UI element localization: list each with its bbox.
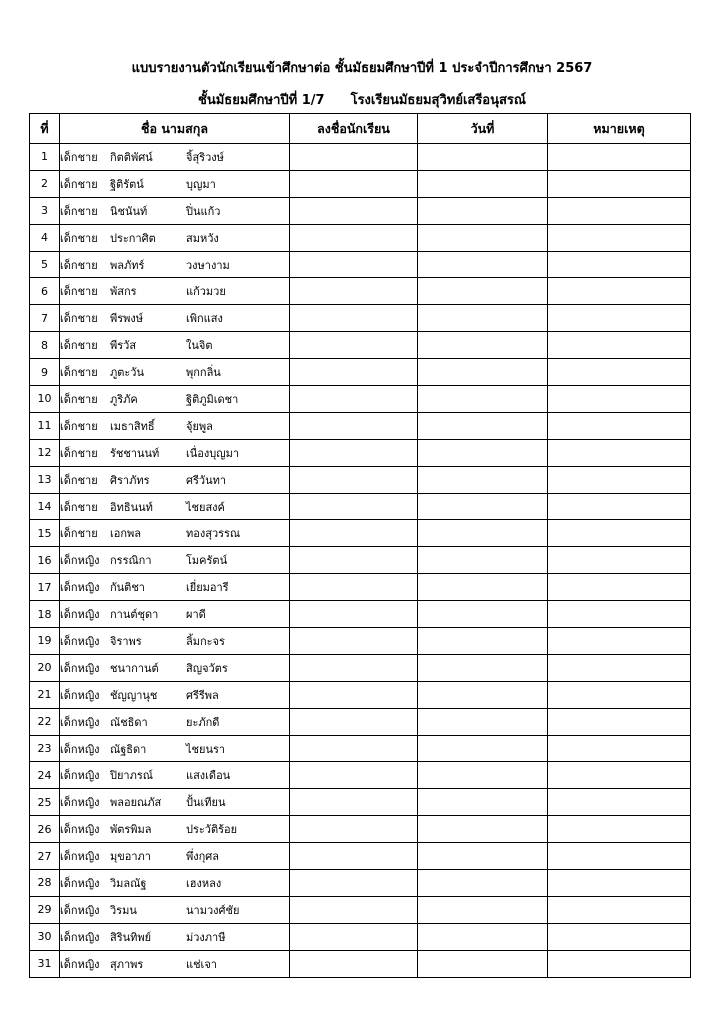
student-last-name: ยะภักดี (186, 715, 220, 729)
student-first-name: กานต์ชุดา (110, 608, 159, 622)
signature-cell[interactable] (290, 278, 418, 305)
row-number: 25 (30, 789, 60, 816)
student-first-name: กันติชา (110, 581, 145, 595)
row-number: 29 (30, 896, 60, 923)
student-title: เด็กหญิง (60, 957, 100, 971)
student-name-cell (60, 789, 290, 816)
date-cell[interactable] (418, 789, 548, 816)
student-name-cell (60, 735, 290, 762)
table-row (30, 386, 691, 413)
table-row (30, 197, 691, 224)
table-row (30, 789, 691, 816)
signature-cell[interactable] (290, 144, 418, 171)
student-first-name: เมธาสิทธิ์ (110, 419, 155, 433)
student-last-name: ไชยนรา (186, 742, 226, 756)
date-cell[interactable] (418, 520, 548, 547)
student-name-cell (60, 197, 290, 224)
student-first-name: ณัชธิดา (110, 715, 148, 729)
student-last-name: เยี่ยมอารี (186, 581, 229, 595)
student-title: เด็กชาย (60, 446, 98, 460)
remarks-cell[interactable] (548, 628, 691, 655)
table-row (30, 870, 691, 897)
student-title: เด็กหญิง (60, 876, 100, 890)
date-cell[interactable] (418, 681, 548, 708)
student-name-cell (60, 601, 290, 628)
remarks-cell[interactable] (548, 332, 691, 359)
remarks-cell[interactable] (548, 923, 691, 950)
row-number: 30 (30, 923, 60, 950)
signature-cell[interactable] (290, 735, 418, 762)
remarks-cell[interactable] (548, 762, 691, 789)
remarks-cell[interactable] (548, 251, 691, 278)
student-title: เด็กชาย (60, 419, 98, 433)
row-number: 27 (30, 843, 60, 870)
date-cell[interactable] (418, 950, 548, 977)
student-title: เด็กหญิง (60, 742, 100, 756)
remarks-cell[interactable] (548, 359, 691, 386)
student-name-cell (60, 843, 290, 870)
signature-cell[interactable] (290, 197, 418, 224)
row-number: 2 (30, 170, 60, 197)
remarks-cell[interactable] (548, 735, 691, 762)
student-title: เด็กชาย (60, 231, 98, 245)
row-number: 20 (30, 654, 60, 681)
signature-cell[interactable] (290, 439, 418, 466)
date-cell[interactable] (418, 923, 548, 950)
student-name-cell (60, 547, 290, 574)
student-name-cell (60, 950, 290, 977)
student-name-cell (60, 870, 290, 897)
student-name-cell (60, 493, 290, 520)
student-first-name: ชัญญานุช (110, 688, 158, 702)
student-last-name: ฐิติภูมิเดชา (186, 392, 239, 406)
remarks-cell[interactable] (548, 170, 691, 197)
remarks-cell[interactable] (548, 681, 691, 708)
student-name-cell (60, 708, 290, 735)
student-title: เด็กชาย (60, 285, 98, 299)
date-cell[interactable] (418, 144, 548, 171)
remarks-cell[interactable] (548, 574, 691, 601)
row-number: 26 (30, 816, 60, 843)
student-name-cell (60, 574, 290, 601)
student-last-name: นามวงศ์ชัย (186, 903, 240, 917)
remarks-cell[interactable] (548, 816, 691, 843)
student-first-name: ชนากานต์ (110, 661, 159, 675)
header-signature: ลงชื่อนักเรียน (290, 114, 418, 144)
signature-cell[interactable] (290, 412, 418, 439)
row-number: 3 (30, 197, 60, 224)
student-last-name: ศรีวันทา (186, 473, 227, 487)
header-remarks: หมายเหตุ (548, 114, 691, 144)
student-title: เด็กชาย (60, 150, 98, 164)
row-number: 12 (30, 439, 60, 466)
student-title: เด็กหญิง (60, 903, 100, 917)
signature-cell[interactable] (290, 816, 418, 843)
student-name-cell (60, 466, 290, 493)
student-first-name: ปิยาภรณ์ (110, 769, 153, 783)
student-last-name: ปั้นเทียน (186, 796, 226, 810)
student-last-name: วงษางาม (186, 258, 230, 272)
signature-cell[interactable] (290, 789, 418, 816)
header-no: ที่ (30, 114, 60, 144)
remarks-cell[interactable] (548, 601, 691, 628)
student-name-cell (60, 144, 290, 171)
date-cell[interactable] (418, 843, 548, 870)
student-last-name: เนื่องบุญมา (186, 446, 240, 460)
student-title: เด็กหญิง (60, 930, 100, 944)
row-number: 18 (30, 601, 60, 628)
remarks-cell[interactable] (548, 950, 691, 977)
date-cell[interactable] (418, 870, 548, 897)
date-cell[interactable] (418, 816, 548, 843)
date-cell[interactable] (418, 305, 548, 332)
student-last-name: แก้วมวย (186, 285, 226, 299)
remarks-cell[interactable] (548, 789, 691, 816)
student-last-name: บุญมา (186, 177, 216, 191)
student-title: เด็กหญิง (60, 608, 100, 622)
student-first-name: วิมลณัฐ (110, 876, 147, 890)
student-first-name: กรรณิกา (110, 554, 152, 568)
student-first-name: พัตรพิมล (110, 823, 152, 837)
student-last-name: จุ้ยพูล (186, 419, 213, 433)
row-number: 16 (30, 547, 60, 574)
student-last-name: พุกกลิ่น (186, 366, 221, 380)
student-first-name: พีรวัส (110, 339, 137, 353)
remarks-cell[interactable] (548, 412, 691, 439)
student-first-name: อิทธินนท์ (110, 500, 153, 514)
date-cell[interactable] (418, 735, 548, 762)
date-cell[interactable] (418, 654, 548, 681)
class-label: ชั้นมัธยมศึกษาปีที่ 1/7 (198, 93, 325, 108)
signature-cell[interactable] (290, 601, 418, 628)
student-title: เด็กชาย (60, 339, 98, 353)
student-name-cell (60, 520, 290, 547)
row-number: 24 (30, 762, 60, 789)
row-number: 6 (30, 278, 60, 305)
row-number: 15 (30, 520, 60, 547)
remarks-cell[interactable] (548, 224, 691, 251)
student-last-name: ประวัติร้อย (186, 823, 238, 837)
table-row (30, 735, 691, 762)
student-last-name: ในจิต (186, 339, 213, 353)
signature-cell[interactable] (290, 681, 418, 708)
date-cell[interactable] (418, 493, 548, 520)
student-title: เด็กชาย (60, 366, 98, 380)
student-name-cell (60, 332, 290, 359)
student-last-name: ทองสุวรรณ (186, 527, 241, 541)
date-cell[interactable] (418, 896, 548, 923)
student-last-name: เฮงหลง (186, 876, 222, 890)
remarks-cell[interactable] (548, 493, 691, 520)
student-name-cell (60, 628, 290, 655)
table-row (30, 466, 691, 493)
date-cell[interactable] (418, 224, 548, 251)
student-last-name: ผาดี (186, 608, 206, 622)
table-row (30, 520, 691, 547)
table-row (30, 332, 691, 359)
row-number: 5 (30, 251, 60, 278)
remarks-cell[interactable] (548, 278, 691, 305)
remarks-cell[interactable] (548, 843, 691, 870)
signature-cell[interactable] (290, 708, 418, 735)
table-row (30, 305, 691, 332)
student-first-name: ณัฐธิดา (110, 742, 147, 756)
table-row (30, 816, 691, 843)
row-number: 22 (30, 708, 60, 735)
student-last-name: เพิกแสง (186, 312, 223, 326)
table-row (30, 708, 691, 735)
student-title: เด็กชาย (60, 500, 98, 514)
student-roster-table (29, 113, 691, 978)
student-last-name: ไชยสงค์ (186, 500, 225, 514)
student-title: เด็กชาย (60, 473, 98, 487)
remarks-cell[interactable] (548, 870, 691, 897)
signature-cell[interactable] (290, 520, 418, 547)
student-title: เด็กหญิง (60, 554, 100, 568)
school-label: โรงเรียนมัธยมสุวิทย์เสรีอนุสรณ์ (350, 93, 526, 108)
student-last-name: ลิ้มกะจร (186, 634, 225, 648)
signature-cell[interactable] (290, 896, 418, 923)
student-first-name: จิราพร (110, 634, 142, 648)
remarks-cell[interactable] (548, 466, 691, 493)
signature-cell[interactable] (290, 547, 418, 574)
student-title: เด็กชาย (60, 392, 98, 406)
signature-cell[interactable] (290, 762, 418, 789)
signature-cell[interactable] (290, 251, 418, 278)
header-date: วันที่ (418, 114, 548, 144)
table-row (30, 224, 691, 251)
signature-cell[interactable] (290, 386, 418, 413)
remarks-cell[interactable] (548, 708, 691, 735)
row-number: 4 (30, 224, 60, 251)
student-first-name: สิรินทิพย์ (110, 930, 152, 944)
student-first-name: พลอยณภัส (110, 796, 162, 810)
date-cell[interactable] (418, 466, 548, 493)
student-last-name: ปิ่นแก้ว (186, 204, 221, 218)
document-subtitle (0, 89, 724, 110)
signature-cell[interactable] (290, 332, 418, 359)
row-number: 17 (30, 574, 60, 601)
date-cell[interactable] (418, 574, 548, 601)
table-row (30, 547, 691, 574)
student-first-name: กิตติพัศน์ (110, 150, 153, 164)
student-last-name: จิ้สุริวงษ์ (186, 150, 224, 164)
date-cell[interactable] (418, 708, 548, 735)
row-number: 11 (30, 412, 60, 439)
row-number: 19 (30, 628, 60, 655)
table-row (30, 628, 691, 655)
signature-cell[interactable] (290, 843, 418, 870)
student-title: เด็กหญิง (60, 634, 100, 648)
remarks-cell[interactable] (548, 547, 691, 574)
date-cell[interactable] (418, 547, 548, 574)
date-cell[interactable] (418, 628, 548, 655)
student-name-cell (60, 896, 290, 923)
student-first-name: นิชนันท์ (110, 204, 148, 218)
student-first-name: เอกพล (110, 527, 142, 541)
student-first-name: พีรพงษ์ (110, 312, 144, 326)
student-name-cell (60, 305, 290, 332)
student-first-name: มุขอาภา (110, 850, 151, 864)
student-name-cell (60, 762, 290, 789)
signature-cell[interactable] (290, 170, 418, 197)
table-row (30, 923, 691, 950)
date-cell[interactable] (418, 412, 548, 439)
student-first-name: ภูตะวัน (110, 366, 144, 380)
student-title: เด็กหญิง (60, 581, 100, 595)
date-cell[interactable] (418, 439, 548, 466)
row-number: 1 (30, 144, 60, 171)
table-row (30, 412, 691, 439)
row-number: 7 (30, 305, 60, 332)
signature-cell[interactable] (290, 224, 418, 251)
remarks-cell[interactable] (548, 654, 691, 681)
student-last-name: ม่วงภาษี (186, 930, 226, 944)
table-row (30, 144, 691, 171)
table-body (30, 144, 691, 978)
signature-cell[interactable] (290, 628, 418, 655)
remarks-cell[interactable] (548, 439, 691, 466)
student-title: เด็กหญิง (60, 688, 100, 702)
student-title: เด็กหญิง (60, 796, 100, 810)
student-name-cell (60, 278, 290, 305)
table-row (30, 493, 691, 520)
date-cell[interactable] (418, 170, 548, 197)
header-name: ชื่อ นามสกุล (60, 114, 290, 144)
table-row (30, 843, 691, 870)
student-last-name: สมหวัง (186, 231, 219, 245)
date-cell[interactable] (418, 359, 548, 386)
student-title: เด็กหญิง (60, 715, 100, 729)
student-last-name: พึ่งกุศล (186, 850, 220, 864)
table-row (30, 574, 691, 601)
signature-cell[interactable] (290, 923, 418, 950)
table-row (30, 439, 691, 466)
date-cell[interactable] (418, 386, 548, 413)
remarks-cell[interactable] (548, 520, 691, 547)
student-title: เด็กหญิง (60, 850, 100, 864)
student-title: เด็กชาย (60, 258, 98, 272)
table-row (30, 278, 691, 305)
remarks-cell[interactable] (548, 305, 691, 332)
row-number: 28 (30, 870, 60, 897)
row-number: 13 (30, 466, 60, 493)
table-row (30, 359, 691, 386)
student-title: เด็กหญิง (60, 823, 100, 837)
student-first-name: ประกาศิต (110, 231, 156, 245)
table-header-row (30, 114, 691, 144)
date-cell[interactable] (418, 278, 548, 305)
student-first-name: ศิราภัทร (110, 473, 150, 487)
student-title: เด็กชาย (60, 312, 98, 326)
signature-cell[interactable] (290, 493, 418, 520)
student-first-name: รัชชานนท์ (110, 446, 160, 460)
student-name-cell (60, 412, 290, 439)
table-row (30, 170, 691, 197)
student-last-name: สิญจวัตร (186, 661, 228, 675)
student-name-cell (60, 170, 290, 197)
student-first-name: ภูริภัค (110, 392, 138, 406)
document-title: แบบรายงานตัวนักเรียนเข้าศึกษาต่อ ชั้นมัธยมศึกษาปีที่ 1 ประจำปีการศึกษา 2567 (131, 61, 593, 76)
student-first-name: ฐิติรัตน์ (110, 177, 144, 191)
student-name-cell (60, 386, 290, 413)
student-first-name: สุภาพร (110, 957, 144, 971)
student-first-name: วิรมน (110, 903, 137, 917)
student-title: เด็กชาย (60, 204, 98, 218)
remarks-cell[interactable] (548, 144, 691, 171)
student-last-name: ศรีรีพล (186, 688, 219, 702)
signature-cell[interactable] (290, 359, 418, 386)
signature-cell[interactable] (290, 574, 418, 601)
table-row (30, 896, 691, 923)
signature-cell[interactable] (290, 305, 418, 332)
signature-cell[interactable] (290, 654, 418, 681)
signature-cell[interactable] (290, 466, 418, 493)
date-cell[interactable] (418, 762, 548, 789)
student-last-name: แสงเดือน (186, 769, 231, 783)
row-number: 9 (30, 359, 60, 386)
remarks-cell[interactable] (548, 197, 691, 224)
table-row (30, 681, 691, 708)
student-name-cell (60, 816, 290, 843)
table-row (30, 762, 691, 789)
student-last-name: โมครัตน์ (186, 554, 228, 568)
table-row (30, 950, 691, 977)
row-number: 14 (30, 493, 60, 520)
student-name-cell (60, 224, 290, 251)
student-name-cell (60, 251, 290, 278)
student-name-cell (60, 359, 290, 386)
row-number: 10 (30, 386, 60, 413)
signature-cell[interactable] (290, 870, 418, 897)
table-row (30, 654, 691, 681)
signature-cell[interactable] (290, 950, 418, 977)
date-cell[interactable] (418, 251, 548, 278)
table-row (30, 601, 691, 628)
student-name-cell (60, 439, 290, 466)
date-cell[interactable] (418, 332, 548, 359)
remarks-cell[interactable] (548, 386, 691, 413)
student-last-name: แช่เจา (186, 957, 217, 971)
table-row (30, 251, 691, 278)
row-number: 31 (30, 950, 60, 977)
student-title: เด็กชาย (60, 177, 98, 191)
student-name-cell (60, 654, 290, 681)
student-name-cell (60, 923, 290, 950)
row-number: 21 (30, 681, 60, 708)
row-number: 8 (30, 332, 60, 359)
student-title: เด็กหญิง (60, 769, 100, 783)
date-cell[interactable] (418, 197, 548, 224)
row-number: 23 (30, 735, 60, 762)
remarks-cell[interactable] (548, 896, 691, 923)
date-cell[interactable] (418, 601, 548, 628)
student-name-cell (60, 681, 290, 708)
student-title: เด็กหญิง (60, 661, 100, 675)
student-title: เด็กชาย (60, 527, 98, 541)
student-first-name: พัสกร (110, 285, 137, 299)
student-first-name: พลภัทร์ (110, 258, 145, 272)
